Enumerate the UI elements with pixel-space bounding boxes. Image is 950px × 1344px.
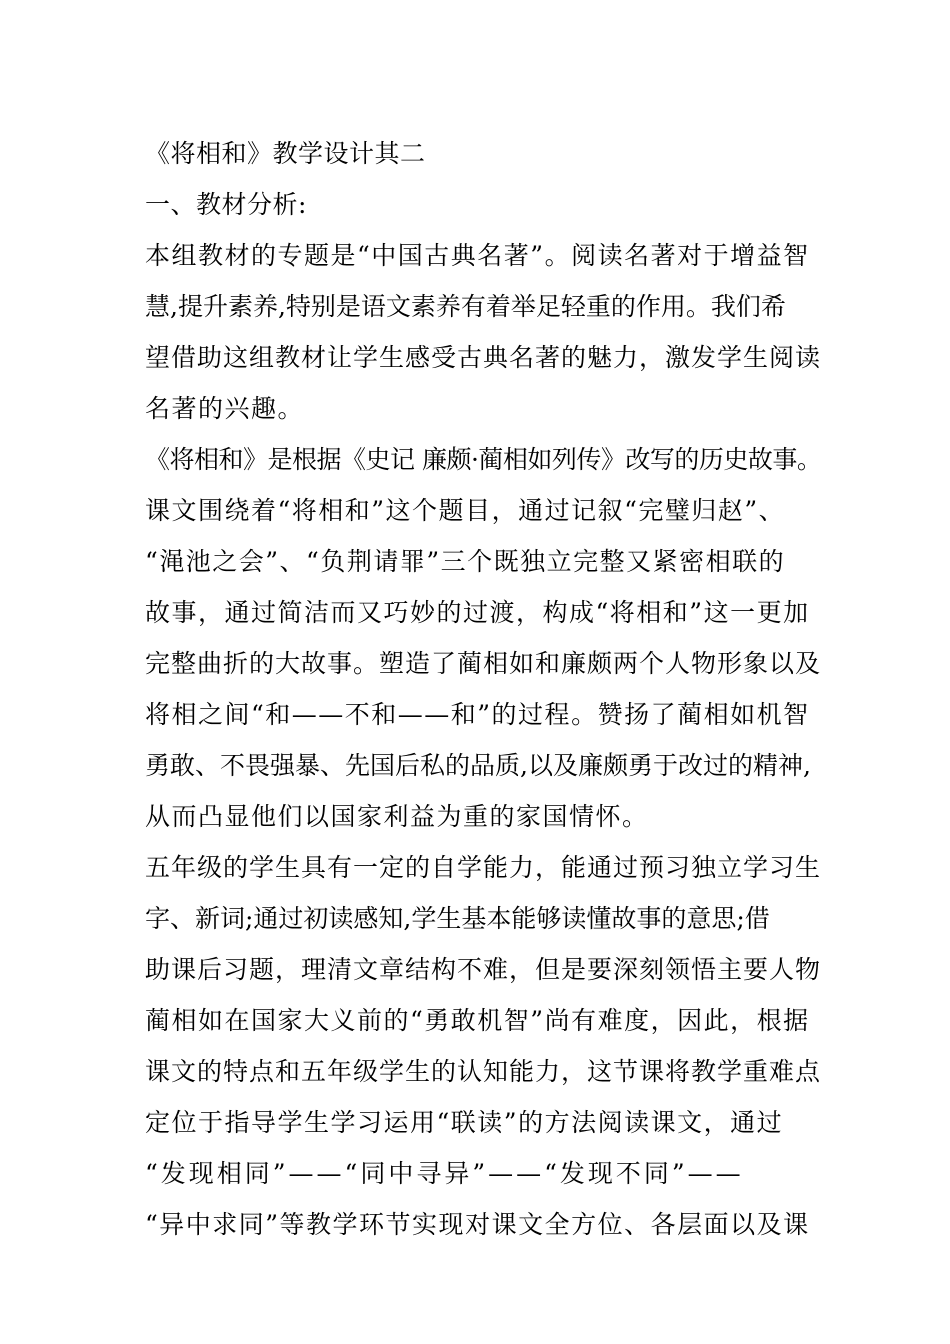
paragraph-2-line: 将相之间“和——不和——和”的过程。赞扬了蔺相如机智 <box>145 700 810 729</box>
paragraph-2-line: 课文围绕着“将相和”这个题目，通过记叙“完璧归赵”、 <box>145 496 786 525</box>
paragraph-2-line: 完整曲折的大故事。塑造了蔺相如和廉颇两个人物形象以及 <box>145 649 822 678</box>
paragraph-2-line: 勇敢、不畏强暴、先国后私的品质,以及廉颇勇于改过的精神, <box>145 751 811 780</box>
paragraph-3-line: 蔺相如在国家大义前的“勇敢机智”尚有难度，因此，根据 <box>145 1006 810 1035</box>
paragraph-1-line: 名著的兴趣。 <box>145 394 305 423</box>
paragraph-3-line: 字、新词;通过初读感知,学生基本能够读懂故事的意思;借 <box>145 904 770 933</box>
paragraph-3-line: 定位于指导学生学习运用“联读”的方法阅读课文，通过 <box>145 1108 784 1137</box>
paragraph-2-line: 《将相和》是根据《史记 廉颇·蔺相如列传》改写的历史故事。 <box>145 445 822 474</box>
paragraph-1-line: 慧,提升素养,特别是语文素养有着举足轻重的作用。我们希 <box>145 292 786 321</box>
paragraph-3-line: 课文的特点和五年级学生的认知能力，这节课将教学重难点 <box>145 1057 822 1086</box>
paragraph-3-line: 助课后习题，理清文章结构不难，但是要深刻领悟主要人物 <box>145 955 822 984</box>
section-heading: 一、教材分析: <box>145 190 307 219</box>
paragraph-3-line: “异中求同”等教学环节实现对课文全方位、各层面以及课 <box>145 1210 810 1239</box>
document-title: 《将相和》教学设计其二 <box>145 139 426 168</box>
paragraph-2-line: “渑池之会”、“负荆请罪”三个既独立完整又紧密相联的 <box>145 547 786 576</box>
paragraph-2-line: 故事，通过简洁而又巧妙的过渡，构成“将相和”这一更加 <box>145 598 810 627</box>
paragraph-1-line: 望借助这组教材让学生感受古典名著的魅力，激发学生阅读 <box>145 343 822 372</box>
paragraph-2-line: 从而凸显他们以国家利益为重的家国情怀。 <box>145 802 649 831</box>
paragraph-1-line: 本组教材的专题是“中国古典名著”。阅读名著对于增益智 <box>145 241 810 270</box>
document-body <box>145 128 825 1250</box>
paragraph-3-line: 五年级的学生具有一定的自学能力，能通过预习独立学习生 <box>145 853 822 882</box>
paragraph-3-line: “发现相同”——“同中寻异”——“发现不同”—— <box>145 1159 744 1188</box>
